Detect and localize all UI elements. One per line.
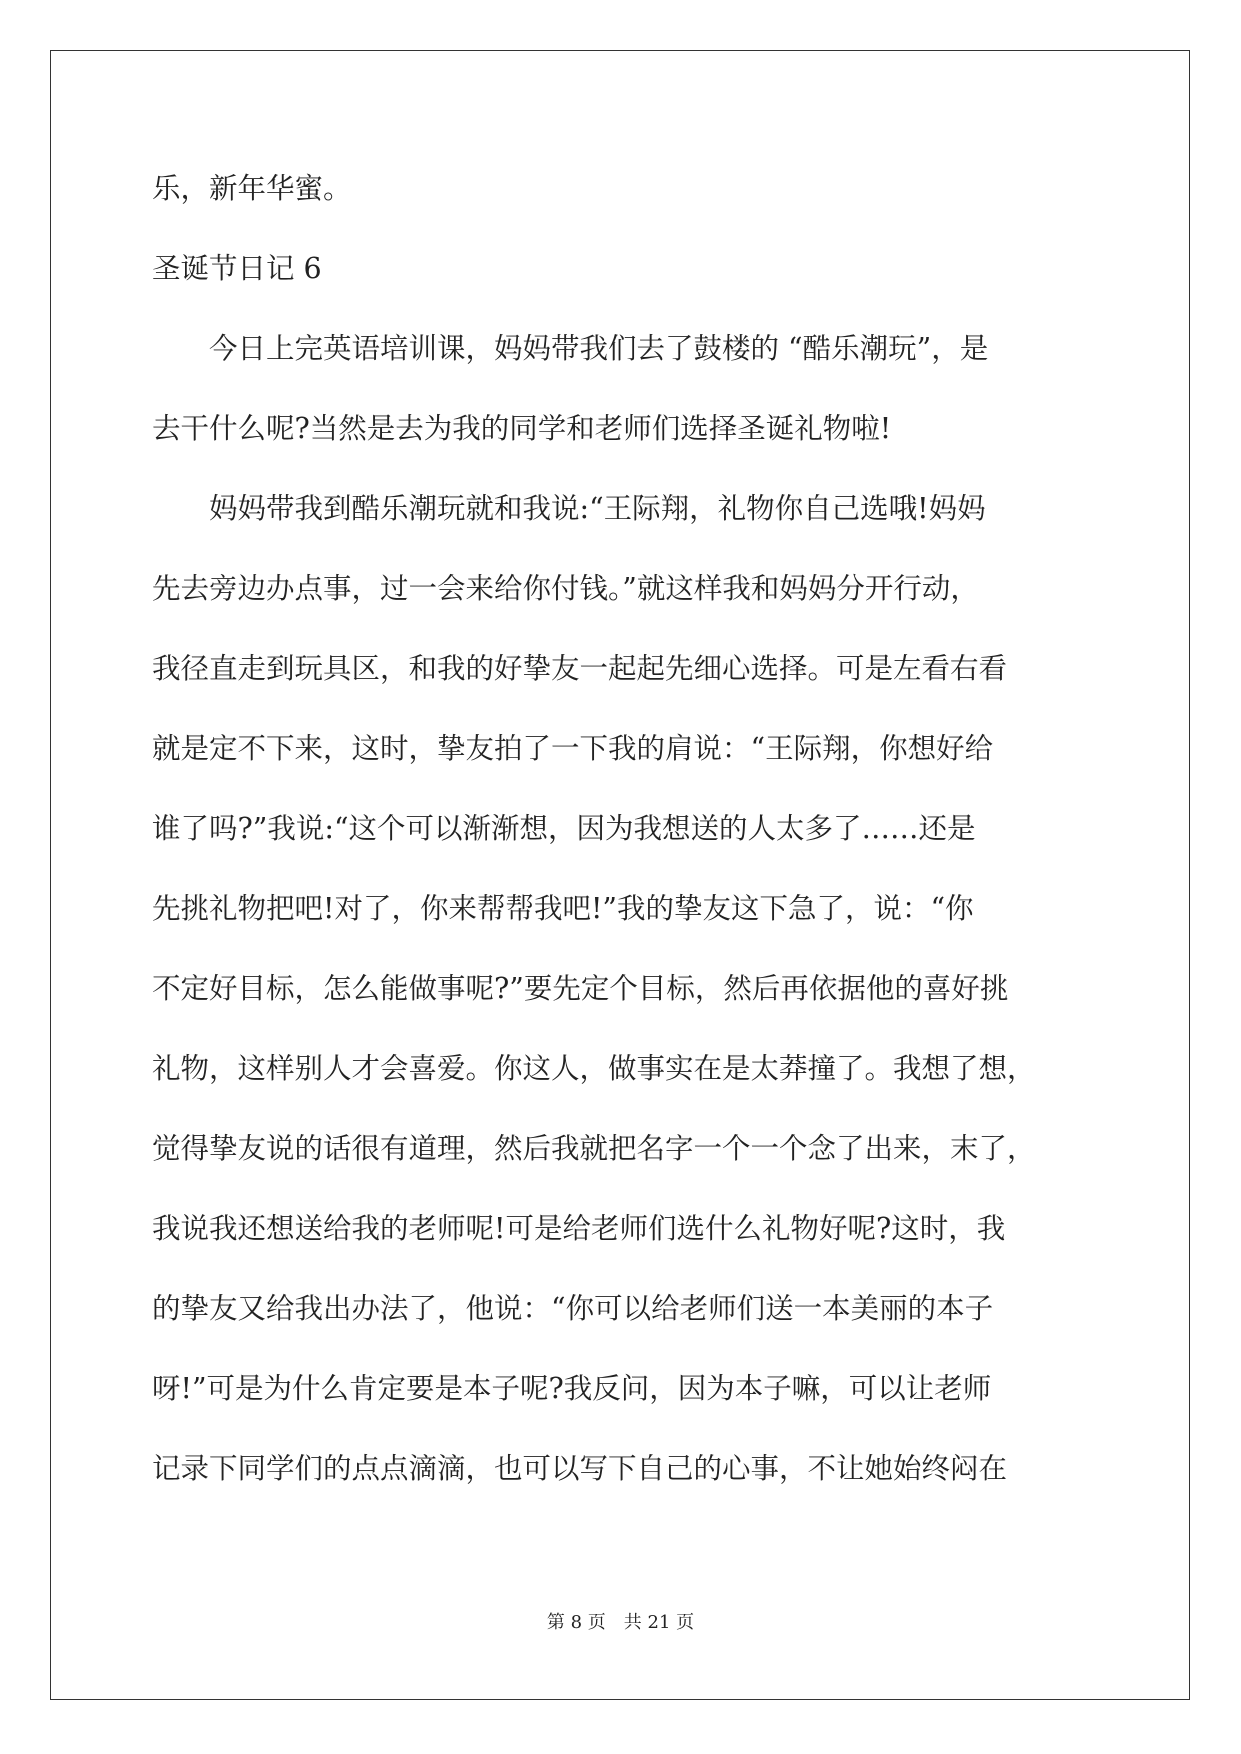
text-line: 我说我还想送给我的老师呢!可是给老师们选什么礼物好呢?这时，我 xyxy=(152,1212,1006,1245)
text-line: 去干什么呢?当然是去为我的同学和老师们选择圣诞礼物啦! xyxy=(152,412,892,445)
text-line: 不定好目标，怎么能做事呢?”要先定个目标，然后再依据他的喜好挑 xyxy=(152,972,1009,1005)
text-line: 我径直走到玩具区，和我的好挚友一起起先细心选择。可是左看右看 xyxy=(152,652,1008,685)
text-line: 乐，新年华蜜。 xyxy=(152,172,352,205)
text-line: 呀!”可是为什么肯定要是本子呢?我反问，因为本子嘛，可以让老师 xyxy=(152,1372,992,1405)
text-line: 的挚友又给我出办法了，他说：“你可以给老师们送一本美丽的本子 xyxy=(152,1292,994,1325)
text-line: 觉得挚友说的话很有道理，然后我就把名字一个一个念了出来，末了， xyxy=(152,1132,1036,1165)
section-heading: 圣诞节日记 6 xyxy=(152,252,322,285)
text-line: 妈妈带我到酷乐潮玩就和我说:“王际翔，礼物你自己选哦!妈妈 xyxy=(152,492,986,525)
page-number-footer: 第 8 页 共 21 页 xyxy=(546,1612,695,1633)
text-line: 先挑礼物把吧!对了，你来帮帮我吧!”我的挚友这下急了，说：“你 xyxy=(152,892,974,925)
text-line: 就是定不下来，这时，挚友拍了一下我的肩说：“王际翔，你想好给 xyxy=(152,732,994,765)
text-line: 谁了吗?”我说:“这个可以渐渐想，因为我想送的人太多了……还是 xyxy=(152,812,976,845)
text-line: 礼物，这样别人才会喜爱。你这人，做事实在是太莽撞了。我想了想， xyxy=(152,1052,1036,1085)
text-line: 今日上完英语培训课，妈妈带我们去了鼓楼的 “酷乐潮玩”，是 xyxy=(152,332,989,365)
text-line: 先去旁边办点事，过一会来给你付钱。”就这样我和妈妈分开行动， xyxy=(152,572,979,605)
text-line: 记录下同学们的点点滴滴，也可以写下自己的心事，不让她始终闷在 xyxy=(152,1452,1008,1485)
